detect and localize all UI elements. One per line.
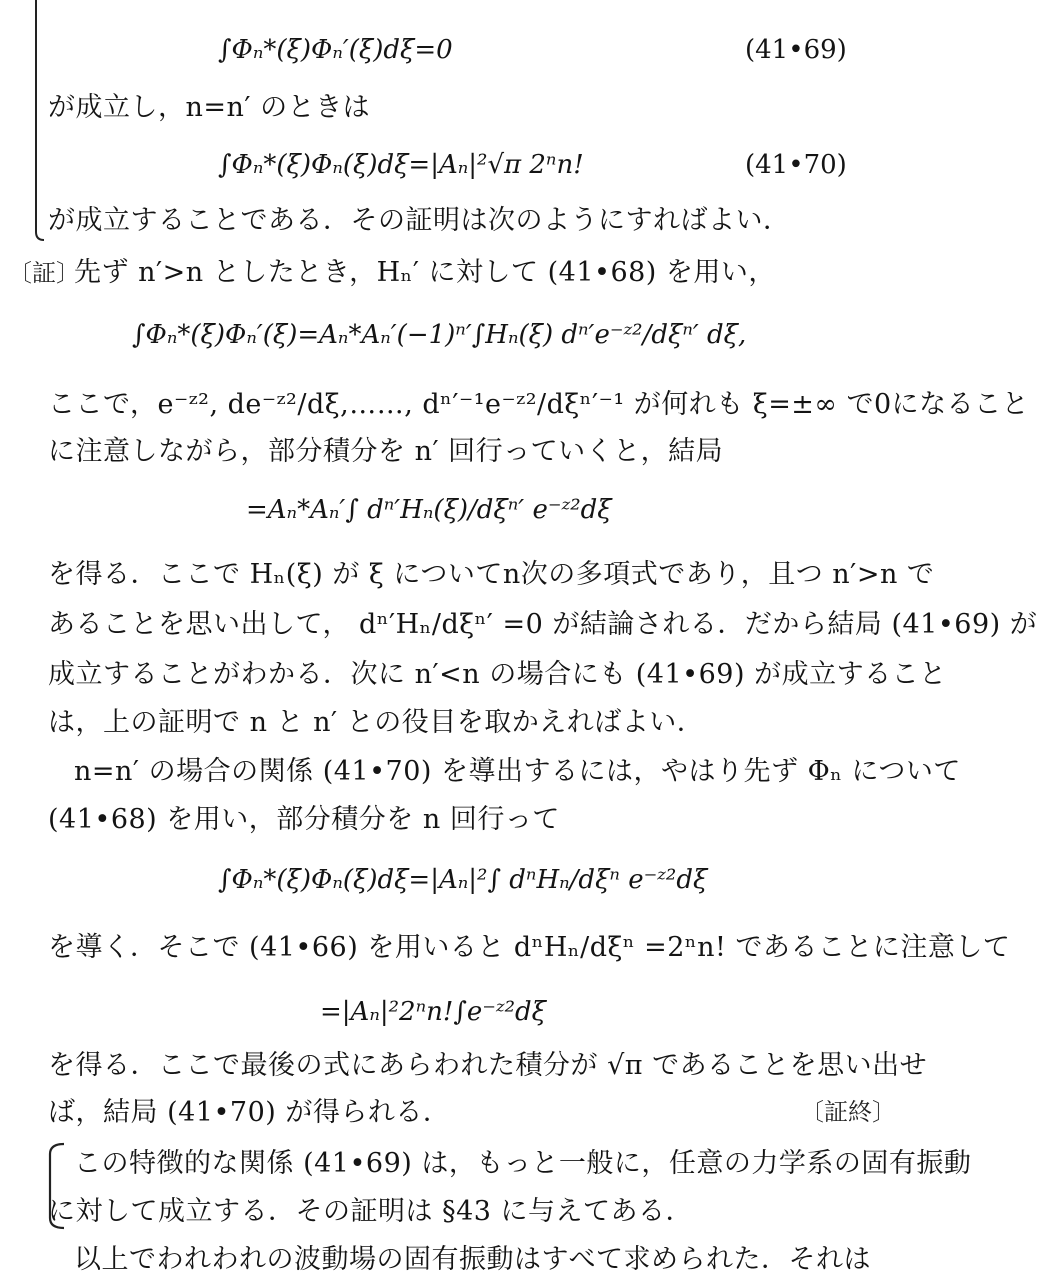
text-line: ここで，e⁻ᶻ², de⁻ᶻ²/dξ,……, dⁿ′⁻¹e⁻ᶻ²/dξⁿ′⁻¹ が何れも ξ=±∞ で0になること <box>48 389 1030 420</box>
text-line: 先ず n′>n としたとき，Hₙ′ に対して (41•68) を用い， <box>74 257 776 288</box>
text-line: ば，結局 (41•70) が得られる． <box>48 1097 451 1128</box>
proof-end-mark: 〔証終〕 <box>800 1098 896 1126</box>
proof-start-mark: 〔証〕 <box>8 259 80 287</box>
text-line: n=n′ の場合の関係 (41•70) を導出するには，やはり先ず Φₙ について <box>74 756 961 787</box>
equation-result-3: =|Aₙ|²2ⁿn!∫e⁻ᶻ²dξ <box>320 997 546 1027</box>
text-line: は，上の証明で n と n′ との役目を取かえればよい． <box>48 707 705 738</box>
text-line: あることを思い出して， dⁿ′Hₙ/dξⁿ′ =0 が結論される．だから結局 (41•69) が <box>48 609 1037 640</box>
text-line: に注意しながら，部分積分を n′ 回行っていくと，結局 <box>48 436 724 467</box>
equation-number: (41•69) <box>745 35 847 65</box>
equation-partial-integration: ∫Φₙ*(ξ)Φₙ′(ξ)=Aₙ*Aₙ′(−1)ⁿ′∫Hₙ(ξ) dⁿ′e⁻ᶻ²/dξⁿ′ dξ, <box>132 320 747 350</box>
margin-bracket-top <box>14 0 44 245</box>
equation-result-2: ∫Φₙ*(ξ)Φₙ(ξ)dξ=|Aₙ|²∫ dⁿHₙ/dξⁿ e⁻ᶻ²dξ <box>218 865 708 895</box>
text-line: (41•68) を用い，部分積分を n 回行って <box>48 804 560 835</box>
equation-number: (41•70) <box>745 150 847 180</box>
text-line: この特徴的な関係 (41•69) は，もっと一般に，任意の力学系の固有振動 <box>74 1148 972 1179</box>
equation-result-1: =Aₙ*Aₙ′∫ dⁿ′Hₙ(ξ)/dξⁿ′ e⁻ᶻ²dξ <box>246 495 612 525</box>
text-line: 成立することがわかる．次に n′<n の場合にも (41•69) が成立すること <box>48 659 947 690</box>
equation-41-69: ∫Φₙ*(ξ)Φₙ′(ξ)dξ=0 <box>218 35 453 65</box>
equation-41-70: ∫Φₙ*(ξ)Φₙ(ξ)dξ=|Aₙ|²√π 2ⁿn! <box>218 150 584 180</box>
text-line: が成立し，n=n′ のときは <box>48 92 371 123</box>
text-line: を得る．ここで Hₙ(ξ) が ξ についてn次の多項式であり，且つ n′>n で <box>48 559 935 590</box>
text-line: が成立することである．その証明は次のようにすればよい． <box>48 205 791 236</box>
text-line: 以上でわれわれの波動場の固有振動はすべて求められた．それは <box>74 1244 871 1275</box>
text-line: を導く．そこで (41•66) を用いると dⁿHₙ/dξⁿ =2ⁿn! であることに注意して <box>48 932 1011 963</box>
text-line: を得る．ここで最後の式にあらわれた積分が √π であることを思い出せ <box>48 1050 928 1081</box>
text-line: に対して成立する．その証明は §43 に与えてある． <box>48 1196 694 1227</box>
